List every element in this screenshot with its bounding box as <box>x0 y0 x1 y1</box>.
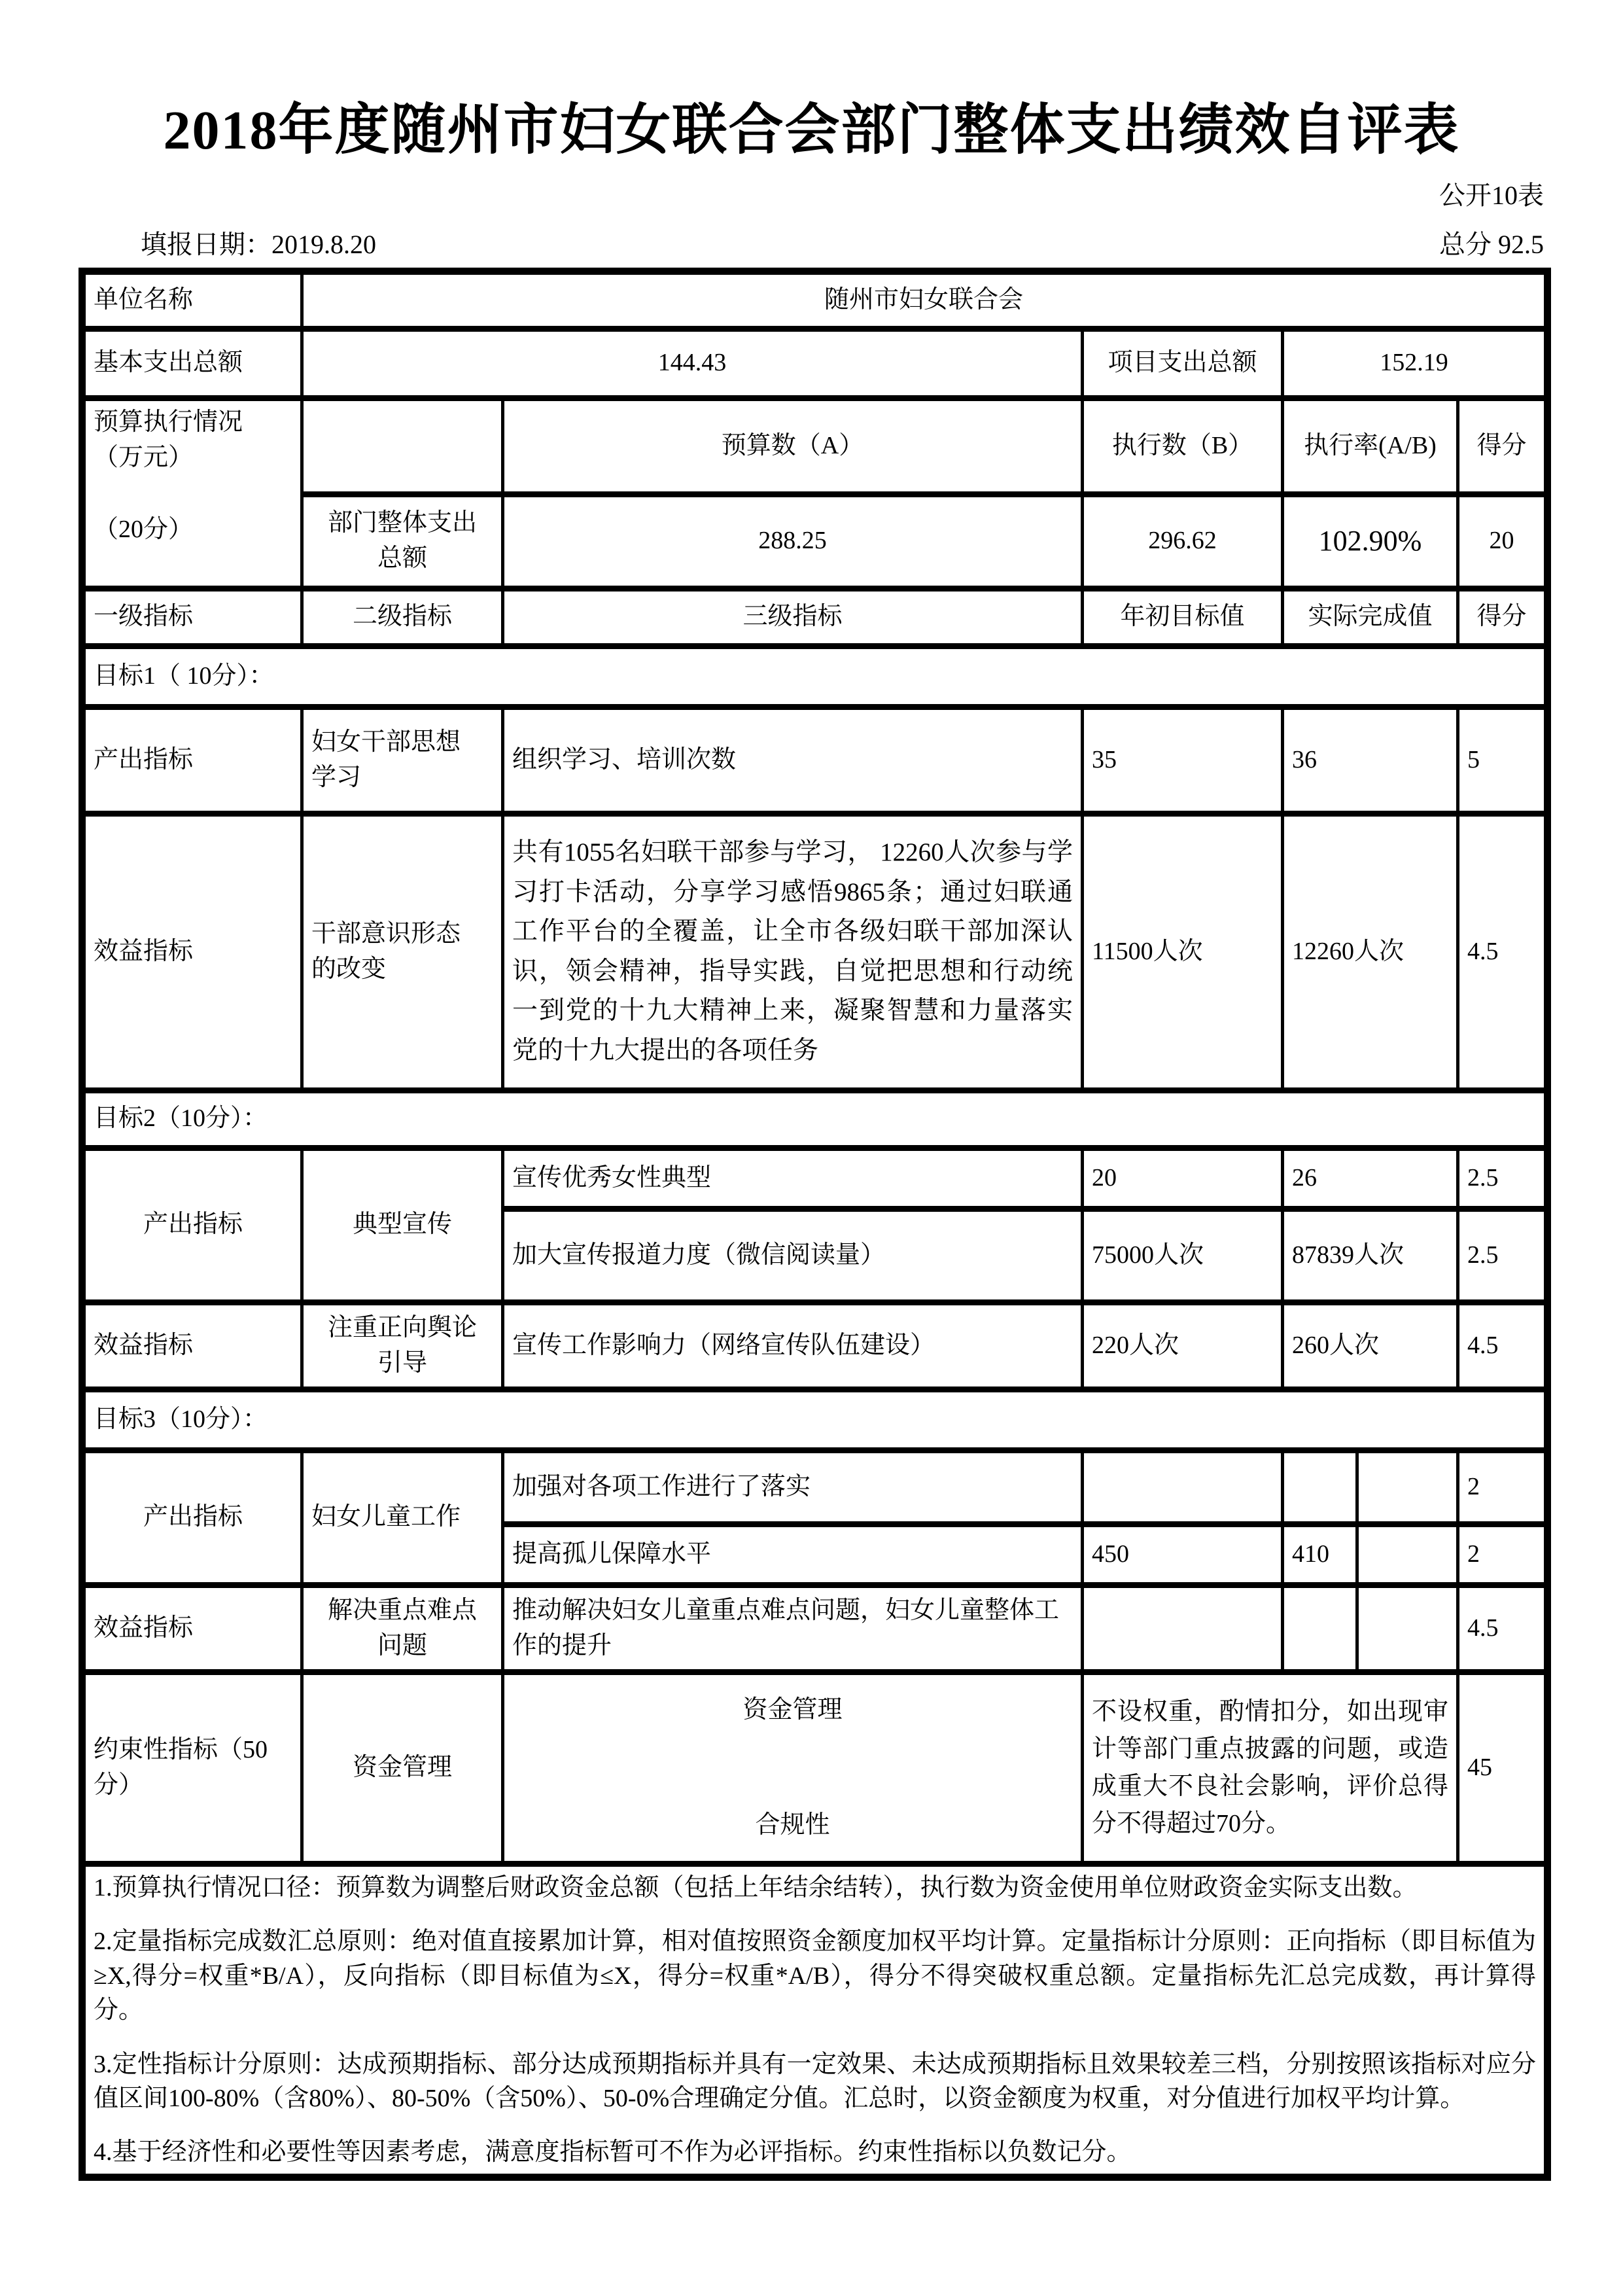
goal3-row1-extra-cell <box>1357 1450 1458 1524</box>
goal3-row1-l3-cell: 加强对各项工作进行了落实 <box>503 1450 1083 1524</box>
constraint-l3-cell <box>503 1672 1083 1863</box>
rate-value-cell: 102.90% <box>1283 494 1458 588</box>
goal3-row2-target-cell: 450 <box>1083 1524 1283 1585</box>
goal2-benefit-l3-cell: 宣传工作影响力（网络宣传队伍建设） <box>503 1302 1083 1389</box>
goal3-row2-extra-cell <box>1357 1524 1458 1585</box>
goal3-benefit-l2-text: 解决重点难点问题 <box>327 1596 477 1659</box>
budget-score-cell: 20 <box>1458 494 1548 588</box>
goal3-benefit-l1-cell: 效益指标 <box>82 1585 302 1672</box>
goal1-benefit-l2-text: 干部意识形态的改变 <box>311 919 461 983</box>
goal3-row2-actual-cell: 410 <box>1283 1524 1357 1585</box>
goal1-benefit-l1-cell: 效益指标 <box>82 813 302 1090</box>
row-goal2-output1 <box>82 1148 1548 1209</box>
row-level-header <box>82 588 1548 646</box>
goal2-benefit-l2-text: 注重正向舆论引导 <box>327 1313 477 1377</box>
evaluation-table <box>79 268 1551 2181</box>
row-goal3-output1 <box>82 1450 1548 1524</box>
budget-item-text: 部门整体支出总额 <box>327 509 477 573</box>
budget-col-exec-cell: 执行数（B） <box>1083 398 1283 494</box>
goal1-benefit-l2-cell <box>302 813 503 1090</box>
goal2-row2-target-cell: 75000人次 <box>1083 1209 1283 1302</box>
goal1-output-l1-cell: 产出指标 <box>82 707 302 813</box>
goal2-benefit-target-cell: 220人次 <box>1083 1302 1283 1389</box>
goal1-benefit-score-cell: 4.5 <box>1458 813 1548 1090</box>
target-header-cell: 年初目标值 <box>1083 588 1283 646</box>
goal2-benefit-l1-cell: 效益指标 <box>82 1302 302 1389</box>
project-expense-label-cell: 项目支出总额 <box>1083 328 1283 398</box>
row-goal3-title <box>82 1389 1548 1450</box>
goal3-benefit-target-cell <box>1083 1585 1283 1672</box>
goal2-row1-l3-cell: 宣传优秀女性典型 <box>503 1148 1083 1209</box>
goal2-row2-actual-cell: 87839人次 <box>1283 1209 1458 1302</box>
row-budget-values <box>82 494 1548 588</box>
constraint-l3-bottom: 合规性 <box>755 1810 830 1839</box>
row-expense <box>82 328 1548 398</box>
fill-date: 填报日期：2019.8.20 <box>141 229 376 259</box>
budget-col-score-cell: 得分 <box>1458 398 1548 494</box>
constraint-l2-cell: 资金管理 <box>302 1672 503 1863</box>
goal1-title-cell: 目标1（ 10分）： <box>82 646 1548 707</box>
constraint-l1-cell <box>82 1672 302 1863</box>
constraint-l3-top: 资金管理 <box>742 1695 843 1723</box>
goal2-row1-target-cell: 20 <box>1083 1148 1283 1209</box>
goal3-benefit-extra-cell <box>1357 1585 1458 1672</box>
goal3-output-l2-cell: 妇女儿童工作 <box>302 1450 503 1585</box>
row-notes <box>82 1863 1548 2177</box>
goal2-benefit-l2-cell <box>302 1302 503 1389</box>
budget-section-label-cell <box>82 398 302 588</box>
meta-line <box>141 224 1544 261</box>
row-constraint <box>82 1672 1548 1863</box>
row-unit <box>82 271 1548 328</box>
goal3-row2-score-cell: 2 <box>1458 1524 1548 1585</box>
goal3-row1-score-cell: 2 <box>1458 1450 1548 1524</box>
goal1-benefit-l3-cell: 共有1055名妇联干部参与学习， 12260人次参与学习打卡活动，分享学习感悟9865条；通过妇联通工作平台的全覆盖，让全市各级妇联干部加深认识，领会精神，指导实践，自觉把思想和行动统一到党的十九大精神上来，凝聚智慧和力量落实党的十九大提出的各项任务 <box>503 813 1083 1090</box>
unit-value-cell: 随州市妇女联合会 <box>302 271 1548 328</box>
public-table-label: 公开10表 <box>1439 180 1544 210</box>
goal3-row2-l3-cell: 提高孤儿保障水平 <box>503 1524 1083 1585</box>
row-goal3-benefit <box>82 1585 1548 1672</box>
budget-col-rate-cell: 执行率(A/B) <box>1283 398 1458 494</box>
goal3-benefit-l2-cell <box>302 1585 503 1672</box>
exec-value-cell: 296.62 <box>1083 494 1283 588</box>
goal2-row2-score-cell: 2.5 <box>1458 1209 1548 1302</box>
level1-header-cell: 一级指标 <box>82 588 302 646</box>
goal1-benefit-actual-cell: 12260人次 <box>1283 813 1458 1090</box>
goal3-row1-actual-cell <box>1283 1450 1357 1524</box>
budget-section-points: （20分） <box>94 515 194 543</box>
goal2-output-l2-cell: 典型宣传 <box>302 1148 503 1302</box>
goal1-output-actual-cell: 36 <box>1283 707 1458 813</box>
level3-header-cell: 三级指标 <box>503 588 1083 646</box>
budget-value-cell: 288.25 <box>503 494 1083 588</box>
goal3-output-l1-cell: 产出指标 <box>82 1450 302 1585</box>
note-3: 3.定性指标计分原则：达成预期指标、部分达成预期指标并具有一定效果、未达成预期指标且效果较差三档，分别按照该指标对应分值区间100-80%（含80%）、80-50%（含50%）、50-0%合理确定分值。汇总时，以资金额度为权重，对分值进行加权平均计算。 <box>94 2050 1537 2112</box>
project-expense-value-cell: 152.19 <box>1283 328 1548 398</box>
note-1: 1.预算执行情况口径：预算数为调整后财政资金总额（包括上年结余结转），执行数为资金使用单位财政资金实际支出数。 <box>94 1873 1418 1901</box>
basic-expense-label-cell: 基本支出总额 <box>82 328 302 398</box>
note-4: 4.基于经济性和必要性等因素考虑，满意度指标暂可不作为必评指标。约束性指标以负数记分。 <box>94 2138 1132 2166</box>
constraint-l1-text: 约束性指标（50分） <box>94 1735 268 1799</box>
goal3-benefit-actual-cell <box>1283 1585 1357 1672</box>
goal2-title-cell: 目标2（10分）： <box>82 1090 1548 1148</box>
basic-expense-value-cell: 144.43 <box>302 328 1083 398</box>
total-score: 总分 92.5 <box>1439 229 1544 259</box>
row-budget-header <box>82 398 1548 494</box>
goal2-benefit-score-cell: 4.5 <box>1458 1302 1548 1389</box>
row-goal1-benefit <box>82 813 1548 1090</box>
budget-item-cell <box>302 494 503 588</box>
score-header-cell: 得分 <box>1458 588 1548 646</box>
goal1-output-score-cell: 5 <box>1458 707 1548 813</box>
budget-section-title: 预算执行情况（万元） <box>94 408 243 471</box>
constraint-score-cell: 45 <box>1458 1672 1548 1863</box>
page-title: 2018年度随州市妇女联合会部门整体支出绩效自评表 <box>163 100 1460 161</box>
goal3-row1-target-cell <box>1083 1450 1283 1524</box>
row-goal2-title <box>82 1090 1548 1148</box>
budget-col-budget-cell: 预算数（A） <box>503 398 1083 494</box>
actual-header-cell: 实际完成值 <box>1283 588 1458 646</box>
unit-label-cell: 单位名称 <box>82 271 302 328</box>
goal2-row1-actual-cell: 26 <box>1283 1148 1458 1209</box>
row-goal2-benefit <box>82 1302 1548 1389</box>
goal3-benefit-l3-cell: 推动解决妇女儿童重点难点问题，妇女儿童整体工作的提升 <box>503 1585 1083 1672</box>
goal1-output-l2-cell <box>302 707 503 813</box>
constraint-note-cell: 不设权重，酌情扣分，如出现审计等部门重点披露的问题，或造成重大不良社会影响，评价总得分不得超过70分。 <box>1083 1672 1458 1863</box>
goal2-row2-l3-cell: 加大宣传报道力度（微信阅读量） <box>503 1209 1083 1302</box>
budget-header-empty-cell <box>302 398 503 494</box>
goal2-row1-score-cell: 2.5 <box>1458 1148 1548 1209</box>
note-2: 2.定量指标完成数汇总原则：绝对值直接累加计算，相对值按照资金额度加权平均计算。定量指标计分原则：正向指标（即目标值为≥X,得分=权重*B/A），反向指标（即目标值为≤X，得分=权重*A/B），得分不得突破权重总额。定量指标先汇总完成数，再计算得分。 <box>94 1928 1537 2024</box>
goal3-benefit-score-cell: 4.5 <box>1458 1585 1548 1672</box>
row-goal1-title <box>82 646 1548 707</box>
notes-cell <box>82 1863 1548 2177</box>
goal1-output-l2-text: 妇女干部思想学习 <box>311 728 461 791</box>
row-goal1-output <box>82 707 1548 813</box>
goal1-benefit-target-cell: 11500人次 <box>1083 813 1283 1090</box>
level2-header-cell: 二级指标 <box>302 588 503 646</box>
goal1-output-l3-cell: 组织学习、培训次数 <box>503 707 1083 813</box>
goal3-title-cell: 目标3（10分）： <box>82 1389 1548 1450</box>
goal2-benefit-actual-cell: 260人次 <box>1283 1302 1458 1389</box>
goal2-output-l1-cell: 产出指标 <box>82 1148 302 1302</box>
goal1-output-target-cell: 35 <box>1083 707 1283 813</box>
